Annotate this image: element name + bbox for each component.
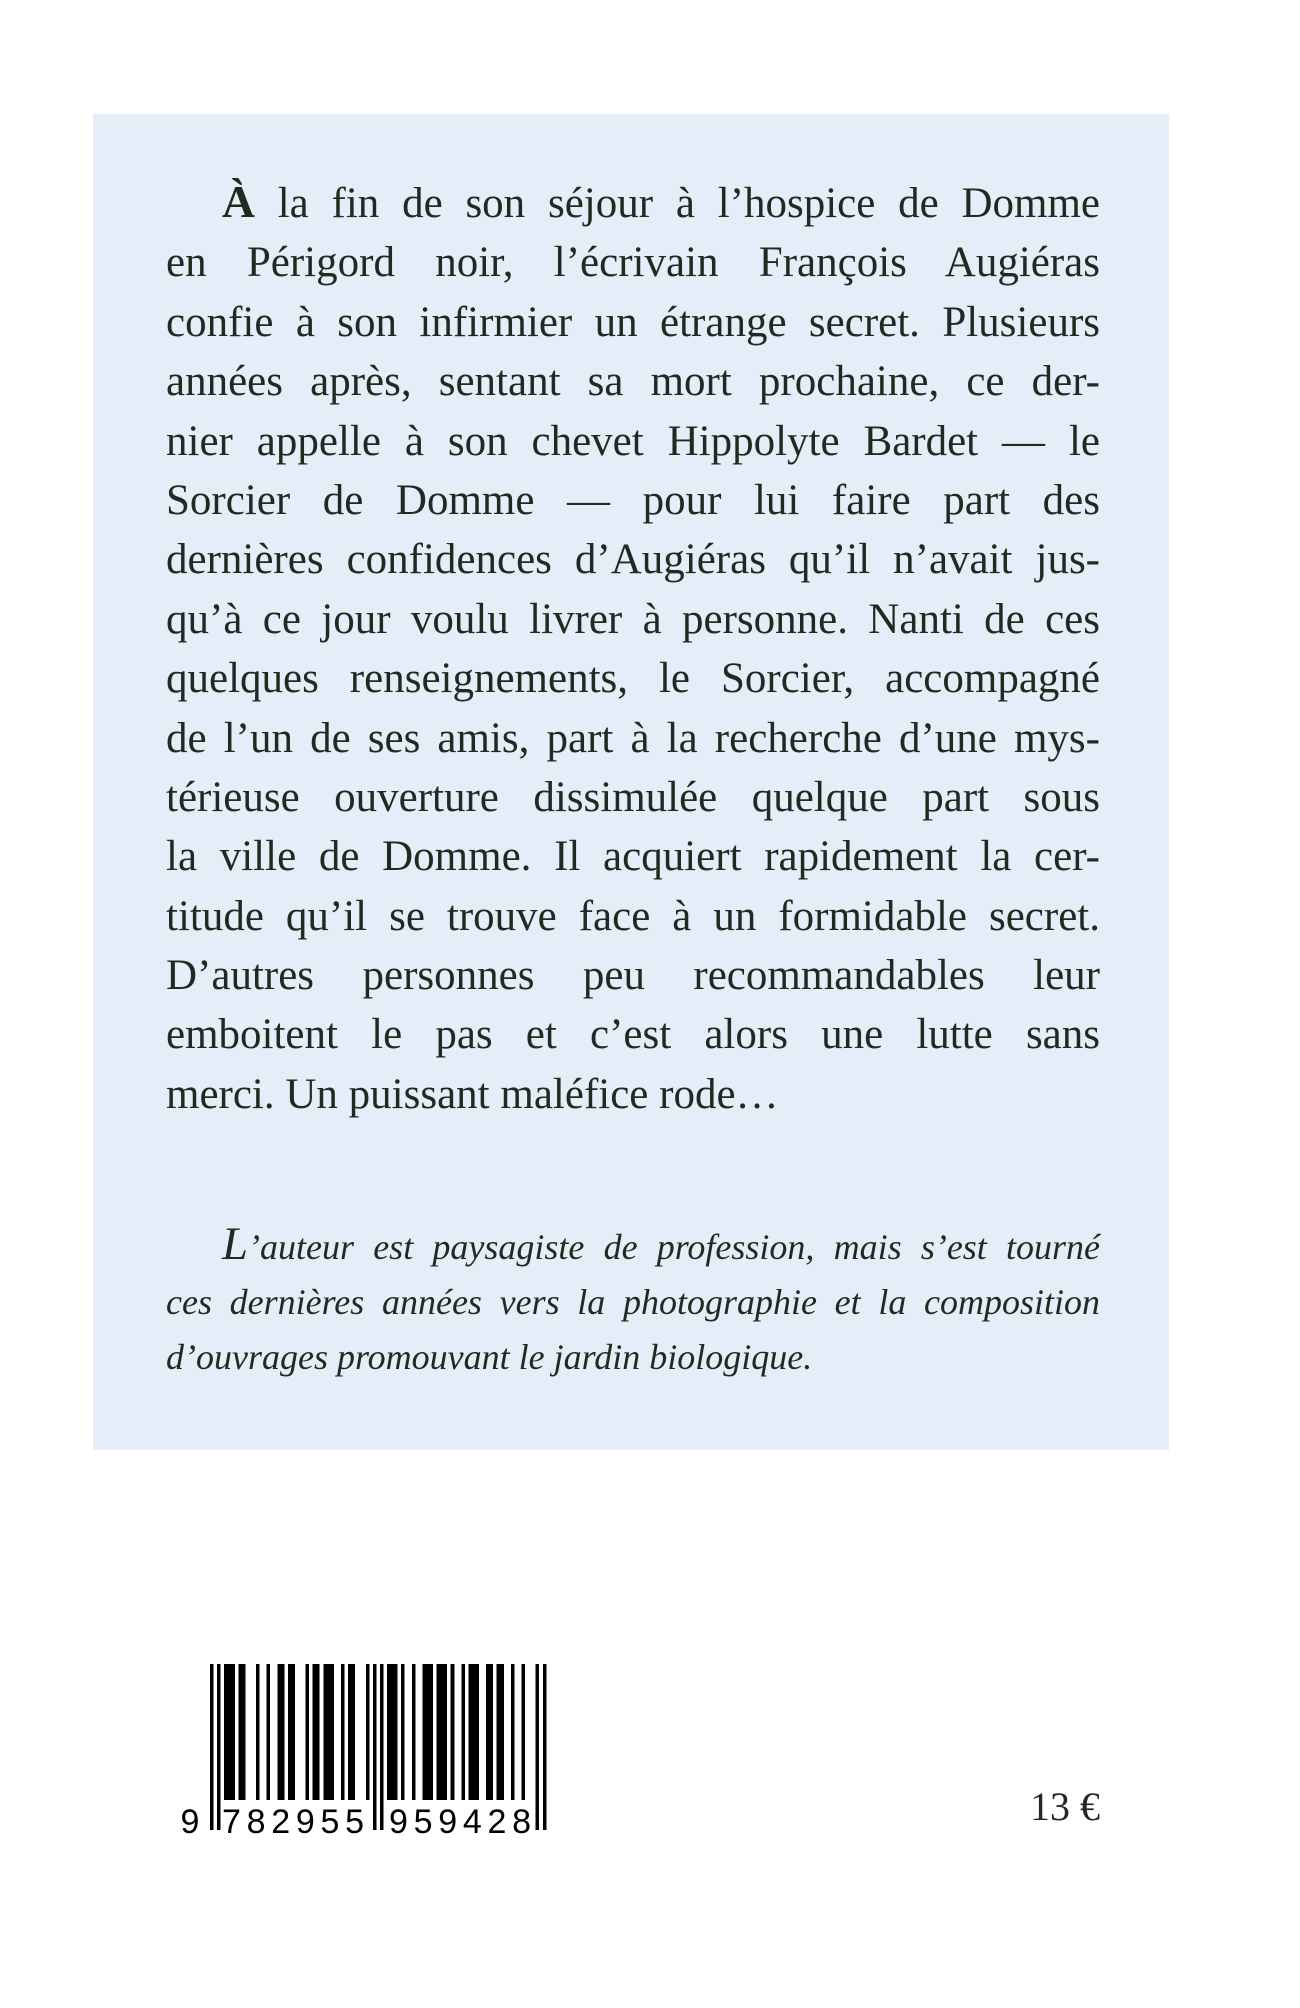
blurb-line: merci. Un puissant maléfice rode… [166, 1070, 779, 1118]
barcode-guard-bar [536, 1664, 540, 1830]
barcode-right-digits: 959428 [389, 1803, 531, 1841]
blurb-lead-letter: À [222, 176, 255, 227]
blurb-line: années après, sentant sa mort prochaine, ce der- [166, 358, 1100, 406]
barcode-bar [437, 1664, 448, 1800]
blurb-line [166, 174, 1100, 233]
author-note-line [166, 1220, 1100, 1275]
barcode-bar [323, 1664, 334, 1800]
barcode-guard-bar [217, 1664, 221, 1830]
barcode-guard-bar [373, 1664, 377, 1830]
barcode-bar [277, 1664, 284, 1800]
barcode-bar [313, 1664, 320, 1800]
barcode-first-digit: 9 [180, 1803, 200, 1841]
barcode-bar [288, 1664, 295, 1800]
author-note [166, 1220, 1100, 1385]
blurb-line: dernières confidences d’Augiéras qu’il n’avait jus- [166, 536, 1100, 584]
blurb-line: D’autres personnes peu recommandables leur [166, 952, 1100, 1000]
barcode-bar [366, 1664, 370, 1800]
barcode-bar [341, 1664, 345, 1800]
barcode-bar [497, 1664, 504, 1800]
barcode-bar [224, 1664, 235, 1800]
barcode-bar [256, 1664, 260, 1800]
barcode-bar [267, 1664, 271, 1800]
barcode-guard-bar [543, 1664, 547, 1830]
author-note-line: ces dernières années vers la photographie et la composition [166, 1282, 1100, 1322]
blurb-text [166, 174, 1100, 1124]
barcode-bar [522, 1664, 526, 1800]
barcode-bar [387, 1664, 398, 1800]
blurb-line: nier appelle à son chevet Hippolyte Bardet — le [166, 417, 1100, 465]
blurb-line: en Périgord noir, l’écrivain François Augiéras [166, 239, 1100, 287]
barcode-bar [422, 1664, 433, 1800]
author-note-lead-letter: L [222, 1218, 249, 1270]
barcode-bar [451, 1664, 455, 1800]
barcode-bar [401, 1664, 405, 1800]
blurb-line: la ville de Domme. Il acquiert rapidement la cer- [166, 833, 1100, 881]
barcode [170, 1660, 560, 1842]
barcode-bar [348, 1664, 355, 1800]
blurb-line: titude qu’il se trouve face à un formidable secret. [166, 892, 1100, 940]
barcode-bar [511, 1664, 515, 1800]
barcode-guard-bar [380, 1664, 384, 1830]
blurb-line: Sorcier de Domme — pour lui faire part des [166, 476, 1100, 524]
barcode-guard-bar [210, 1664, 214, 1830]
barcode-bar [238, 1664, 245, 1800]
barcode-bar [306, 1664, 310, 1800]
barcode-left-digits: 782955 [222, 1803, 364, 1841]
blurb-line: emboitent le pas et c’est alors une lutte sans [166, 1011, 1100, 1059]
author-note-line-text: ’auteur est paysagiste de profession, mais s’est tourné [248, 1227, 1100, 1267]
blurb-line: qu’à ce jour voulu livrer à personne. Nanti de ces [166, 595, 1100, 643]
barcode-bar [461, 1664, 465, 1800]
barcode-bar [486, 1664, 493, 1800]
barcode-bar [468, 1664, 479, 1800]
blurb-line: térieuse ouverture dissimulée quelque part sous [166, 773, 1100, 821]
blurb-line: de l’un de ses amis, part à la recherche d’une mys- [166, 714, 1100, 762]
blurb-line: confie à son infirmier un étrange secret. Plusieurs [166, 298, 1100, 346]
barcode-bar [412, 1664, 416, 1800]
blurb-line: quelques renseignements, le Sorcier, accompagné [166, 655, 1100, 703]
price-label: 13 € [1030, 1784, 1100, 1829]
author-note-line: d’ouvrages promouvant le jardin biologique. [166, 1337, 813, 1377]
blurb-line-text: la fin de son séjour à l’hospice de Domme [277, 180, 1101, 227]
